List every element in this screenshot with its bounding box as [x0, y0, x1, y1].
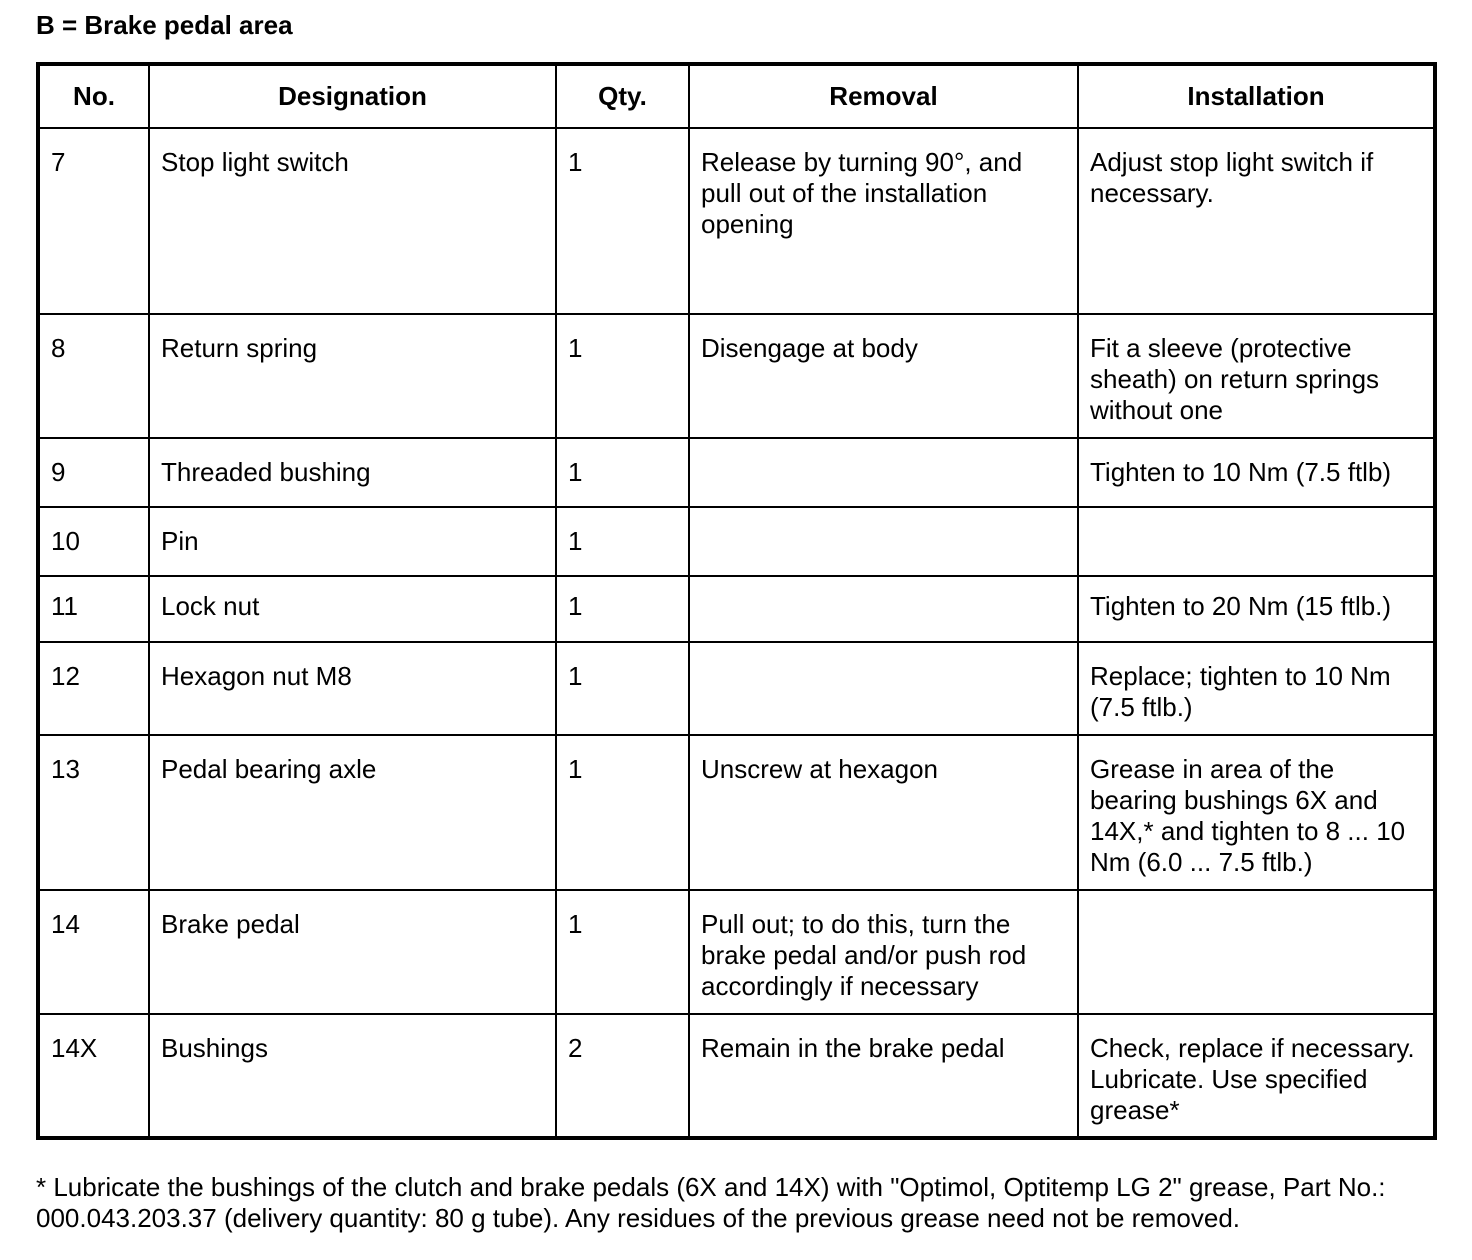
cell-installation: Check, replace if necessary. Lubricate. Use specified grease*: [1078, 1014, 1435, 1138]
table-row: [38, 314, 1435, 438]
cell-installation: [1078, 507, 1435, 576]
header-no: No.: [38, 64, 149, 128]
cell-designation: Lock nut: [149, 576, 556, 642]
cell-installation: Replace; tighten to 10 Nm (7.5 ftlb.): [1078, 642, 1435, 735]
cell-designation: Threaded bushing: [149, 438, 556, 507]
cell-removal: Release by turning 90°, and pull out of the installation opening: [689, 128, 1078, 314]
cell-qty: 1: [556, 314, 689, 438]
cell-removal: Remain in the brake pedal: [689, 1014, 1078, 1138]
table-row: [38, 507, 1435, 576]
cell-installation: Tighten to 10 Nm (7.5 ftlb): [1078, 438, 1435, 507]
cell-qty: 1: [556, 507, 689, 576]
cell-qty: 1: [556, 576, 689, 642]
cell-removal: Unscrew at hexagon: [689, 735, 1078, 890]
cell-installation: Fit a sleeve (protective sheath) on return springs without one: [1078, 314, 1435, 438]
table-row: [38, 735, 1435, 890]
cell-removal: [689, 507, 1078, 576]
cell-installation: [1078, 890, 1435, 1014]
cell-no: 10: [38, 507, 149, 576]
header-installation: Installation: [1078, 64, 1435, 128]
cell-no: 9: [38, 438, 149, 507]
footnote: * Lubricate the bushings of the clutch and brake pedals (6X and 14X) with "Optimol, Optitemp LG 2" grease, Part No.: 000.043.203.37 (delivery quantity: 80 g tube). Any residues of the previous grease need not be removed.: [36, 1172, 1386, 1233]
cell-qty: 1: [556, 438, 689, 507]
cell-qty: 1: [556, 890, 689, 1014]
cell-no: 13: [38, 735, 149, 890]
cell-no: 12: [38, 642, 149, 735]
cell-qty: 2: [556, 1014, 689, 1138]
cell-designation: Return spring: [149, 314, 556, 438]
cell-qty: 1: [556, 642, 689, 735]
table-row: [38, 576, 1435, 642]
table-row: [38, 438, 1435, 507]
cell-designation: Bushings: [149, 1014, 556, 1138]
cell-removal: [689, 438, 1078, 507]
section-title: B = Brake pedal area: [36, 10, 293, 40]
header-removal: Removal: [689, 64, 1078, 128]
cell-designation: Brake pedal: [149, 890, 556, 1014]
cell-designation: Hexagon nut M8: [149, 642, 556, 735]
cell-qty: 1: [556, 735, 689, 890]
cell-no: 8: [38, 314, 149, 438]
cell-designation: Stop light switch: [149, 128, 556, 314]
table-row: [38, 128, 1435, 314]
cell-installation: Tighten to 20 Nm (15 ftlb.): [1078, 576, 1435, 642]
table-row: [38, 1014, 1435, 1138]
cell-designation: Pin: [149, 507, 556, 576]
cell-no: 14X: [38, 1014, 149, 1138]
parts-table: [36, 62, 1437, 1140]
table-header-row: [38, 64, 1435, 128]
cell-no: 7: [38, 128, 149, 314]
cell-removal: [689, 576, 1078, 642]
cell-installation: Grease in area of the bearing bushings 6X and 14X,* and tighten to 8 ... 10 Nm (6.0 ... 7.5 ftlb.): [1078, 735, 1435, 890]
cell-qty: 1: [556, 128, 689, 314]
cell-no: 11: [38, 576, 149, 642]
cell-no: 14: [38, 890, 149, 1014]
cell-removal: Disengage at body: [689, 314, 1078, 438]
cell-removal: Pull out; to do this, turn the brake pedal and/or push rod accordingly if necessary: [689, 890, 1078, 1014]
table-row: [38, 890, 1435, 1014]
header-designation: Designation: [149, 64, 556, 128]
cell-installation: Adjust stop light switch if necessary.: [1078, 128, 1435, 314]
cell-designation: Pedal bearing axle: [149, 735, 556, 890]
table-row: [38, 642, 1435, 735]
cell-removal: [689, 642, 1078, 735]
header-qty: Qty.: [556, 64, 689, 128]
